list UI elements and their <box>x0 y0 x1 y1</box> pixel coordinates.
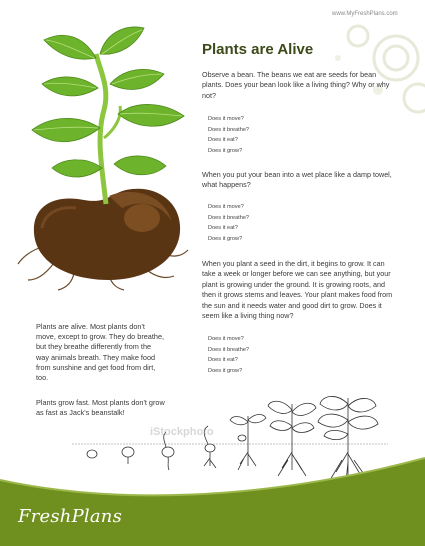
question-item: Does it breathe? <box>208 126 250 133</box>
question-item: Does it eat? <box>208 225 238 231</box>
freshplans-logo: FreshPlans <box>18 506 123 527</box>
question-item: Does it grow? <box>208 147 243 154</box>
question-item: Does it eat? <box>208 137 238 143</box>
page-title: Plants are Alive <box>202 41 314 58</box>
question-item: Does it breathe? <box>208 214 250 221</box>
left-paragraph: Plants grow fast. Most plants don't grow as fast as Jack's beanstalk! <box>36 398 165 418</box>
site-url: www.MyFreshPlans.com <box>332 11 398 17</box>
question-list <box>208 114 249 156</box>
watermark-text: hoto <box>38 140 86 165</box>
question-item: Does it grow? <box>208 367 243 374</box>
footer-band <box>0 440 425 546</box>
question-item: Does it grow? <box>208 235 243 242</box>
question-item: Does it move? <box>208 204 244 210</box>
watermark-text: iStockphoto <box>150 426 214 438</box>
question-list <box>208 202 249 244</box>
question-list <box>208 334 249 376</box>
question-item: Does it move? <box>208 116 244 122</box>
decorative-swirl-icon <box>318 18 425 118</box>
left-paragraph: Plants are alive. Most plants don't move, except to grow. They do breathe, but they breathe differently from the way animals breath. They make food from sunshine and get food from dirt, too. <box>36 322 165 383</box>
wet-place-prompt: When you put your bean into a wet place like a damp towel, what happens? <box>202 170 392 190</box>
question-item: Does it move? <box>208 336 244 342</box>
question-item: Does it eat? <box>208 357 238 363</box>
question-item: Does it breathe? <box>208 346 250 353</box>
intro-paragraph: Observe a bean. The beans we eat are seeds for bean plants. Does your bean look like a living thing? Why or why not? <box>202 70 390 100</box>
dirt-paragraph: When you plant a seed in the dirt, it begins to grow. It can take a week or longer before we can see anything, but your plant is growing under the ground. It is growing roots, and then it grows stems and leaves. Your plant makes food from the sun and it needs water and good dirt to grow. Does it seem like a living thing now? <box>202 259 393 321</box>
